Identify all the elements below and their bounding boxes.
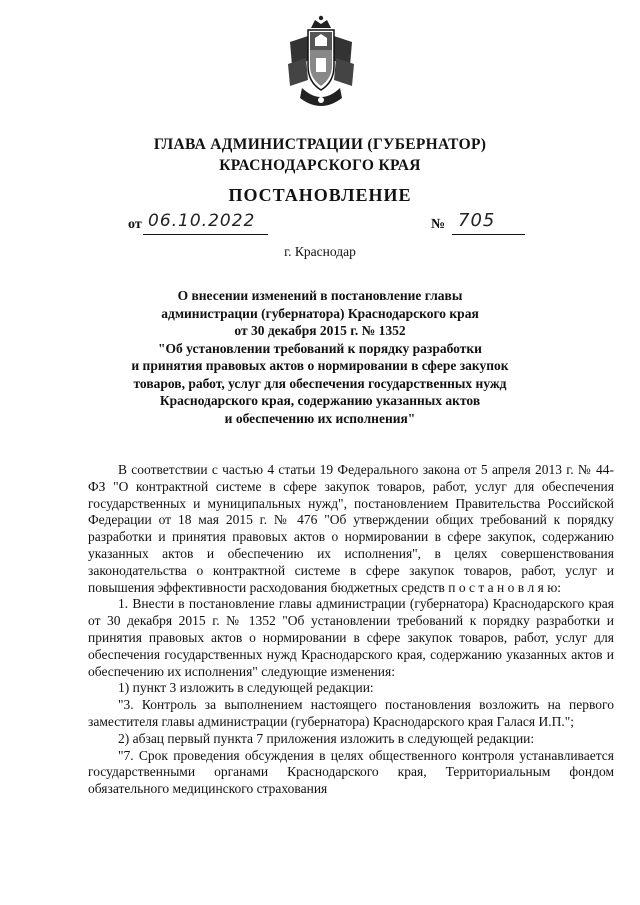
document-date: 06.10.2022 (148, 211, 256, 231)
date-underline (143, 234, 268, 235)
title-line: О внесении изменений в постановление главы (177, 288, 463, 303)
date-prefix: от (128, 217, 142, 232)
document-title (100, 287, 540, 427)
title-line: администрации (губернатора) Краснодарского края (161, 305, 479, 321)
document-number: 705 (458, 210, 496, 231)
title-line: от 30 декабря 2015 г. № 1352 (234, 323, 406, 338)
body-paragraph: "3. Контроль за выполнением настоящего постановления возложить на первого заместителя главы администрации (губернатора) Краснодарского края Галася И.П."; (88, 697, 614, 729)
title-line: и обеспечению их исполнения" (224, 410, 416, 426)
number-underline (452, 234, 525, 235)
body-paragraph: "7. Срок проведения обсуждения в целях общественного контроля устанавливается государственными органами Краснодарского края, Территориальным фондом обязательного медицинского страхования (88, 747, 614, 797)
document-body (88, 462, 614, 798)
body-paragraph: 1) пункт 3 изложить в следующей редакции: (118, 680, 374, 696)
title-line: товаров, работ, услуг для обеспечения государственных нужд (133, 375, 507, 391)
document-type: ПОСТАНОВЛЕНИЕ (228, 185, 412, 205)
title-line: Краснодарского края, содержанию указанных актов (159, 393, 481, 408)
issuer-title-line2: КРАСНОДАРСКОГО КРАЯ (219, 157, 421, 174)
body-paragraph: В соответствии с частью 4 статьи 19 Федерального закона от 5 апреля 2013 г. № 44-ФЗ "О контрактной системе в сфере закупок товаров, работ, услуг для обеспечения государственных и муниципальных нужд", постановлением Правительства Российской Федерации от 18 мая 2015 г. № 476 "Об утверждении общих требований к порядку разработки и принятия правовых актов о нормировании в сфере закупок, содержанию указанных актов и обеспечению их исполнения", в целях совершенствования законодательства о контрактной системе в сфере закупок товаров, работ, услуг и повышения эффективности расходования бюджетных средств п о с т а н о в л я ю: (88, 462, 614, 595)
issue-city: г. Краснодар (284, 244, 356, 259)
body-paragraph: 2) абзац первый пункта 7 приложения изложить в следующей редакции: (118, 730, 535, 746)
coat-of-arms-emblem (284, 14, 358, 116)
issuer-title-line1: ГЛАВА АДМИНИСТРАЦИИ (ГУБЕРНАТОР) (153, 136, 487, 153)
number-prefix: № (431, 217, 446, 232)
title-line: "Об установлении требований к порядку разработки (158, 340, 482, 356)
title-line: и принятия правовых актов о нормировании в сфере закупок (131, 358, 509, 373)
body-paragraph: 1. Внести в постановление главы администрации (губернатора) Краснодарского края от 30 декабря 2015 г. № 1352 "Об установлении требований к порядку разработки и принятия правовых актов о нормировании в сфере закупок товаров, работ, услуг для обеспечения государственных нужд Краснодарского края, содержанию указанных актов и обеспечению их исполнения" следующие изменения: (88, 596, 614, 679)
